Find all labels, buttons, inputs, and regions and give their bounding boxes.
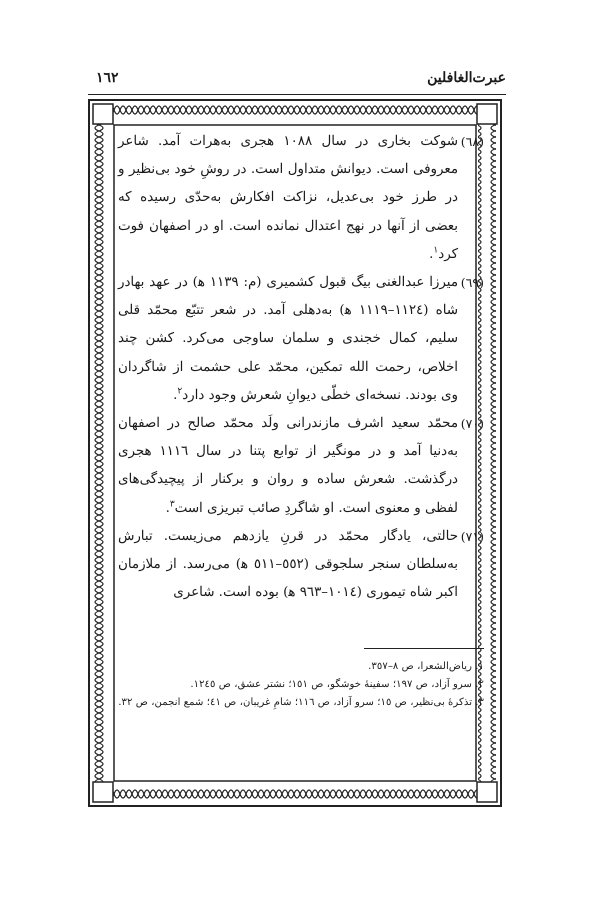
footnote-rule [364,648,484,649]
footnote-3: ٣. تذکرهٔ بی‌نظیر، ص ١٥؛ سرو آزاد، ص ١١٦؛ شامِ غریبان، ص ٤١؛ شمع انجمن، ص ٣٢. [118,697,484,708]
footnote-marker: ٢ [177,386,183,397]
entry-text: محمّد سعید اشرف مازندرانی ولَد محمّد صالح در اصفهان به‌دنیا آمد و در مونگیر از توابع پتنا در سال ١١١٦ هجری درگذشت. شعرش ساده و روان و برکنار از پیچیدگی‌های لفظی و معنوی است. او شاگردِ صائب تبریزی است [118,416,458,516]
footnote-marker: ١ [433,245,439,256]
footnotes [118,648,484,713]
header-rule [88,94,506,95]
book-title: عبرت‌الغافلین [427,70,506,86]
entry-71 [118,523,484,608]
entry-number: (٦٨) [460,134,484,149]
main-text [118,128,484,607]
entry-text: میرزا عبدالغنی بیگ قبول کشمیری (م: ١١٣٩ ﻫ) در عهد بهادر شاه (١١٢٤–١١١٩ ﻫ) به‌دهلی آمد. در شعر تتبّع محمّد قلی سلیم، کمال خجندی و سلمان ساوجی می‌کرد. کشن چند اخلاص، رحمت الله تمکین، محمّد علی حشمت از شاگردان وی بودند. نسخه‌ای خطّی دیوانِ شعرش وجود دارد [118,275,459,403]
entry-text: حالتی، یادگار محمّد در قرنِ یازدهم می‌زیست. تبارش به‌سلطان سنجر سلجوقی (٥٥٢–٥١١ ﻫ) می‌رسد. از ملازمان اکبر شاه تیموری (١٠١٤–٩٦٣ ﻫ) بوده است. شاعری [118,528,458,601]
running-head [88,70,506,94]
footnote-2: ٢. سرو آزاد، ص ١٩٧؛ سفینهٔ خوشگو، ص ١٥١؛ نشتر عشق، ص ١٢٤٥. [190,679,484,690]
entry-number: (٧٠) [460,416,484,432]
entry-68: (٦٨) شوکت بخاری در سال ١٠٨٨ هجری به‌هرات آمد. شاعر معروفی است. دیوانش متداول است. در روشِ خود بی‌نظیر و در طرز خود بی‌عدیل، نزاکت افکارش به‌حدّی رسیده که بعضی از آنها در نهج اعتدال نمانده است. او در اصفهان فوت کرد$^١$. [118,128,484,269]
footnote-marker: ٣ [169,499,175,510]
entry-69: (٦٩) میرزا عبدالغنی بیگ قبول کشمیری (م: ١١٣٩ ﻫ) در عهد بهادر شاه (١١٢٤–١١١٩ ﻫ) به‌دهلی آمد. در شعر تتبّع محمّد قلی سلیم، کمال خجندی و سلمان ساوجی می‌کرد. کشن چند اخلاص، رحمت الله تمکین، محمّد علی حشمت از شاگردان وی بودند. نسخه‌ای خطّی دیوانِ شعرش وجود دارد$^٢$. [118,269,484,410]
footnote-1: ١. ریاض‌الشعرا، ص ٨–٣٥٧. [368,661,484,672]
entry-number: (٦٩) [460,275,484,291]
entry-text: شوکت بخاری در سال ١٠٨٨ هجری به‌هرات آمد. شاعر معروفی است. دیوانش متداول است. در روشِ خود بی‌نظیر و در طرز خود بی‌عدیل، نزاکت افکارش به‌حدّی رسیده که بعضی از آنها در نهج اعتدال نمانده است. او در اصفهان فوت کرد [118,134,458,262]
entry-70: (٧٠) محمّد سعید اشرف مازندرانی ولَد محمّد صالح در اصفهان به‌دنیا آمد و در مونگیر از توابع پتنا در سال ١١١٦ هجری درگذشت. شعرش ساده و روان و برکنار از پیچیدگی‌های لفظی و معنوی است. او شاگردِ صائب تبریزی است$^٣$. [118,410,484,523]
page-number: ١٦٢ [96,70,119,86]
entry-number: (٧١) [460,528,484,544]
